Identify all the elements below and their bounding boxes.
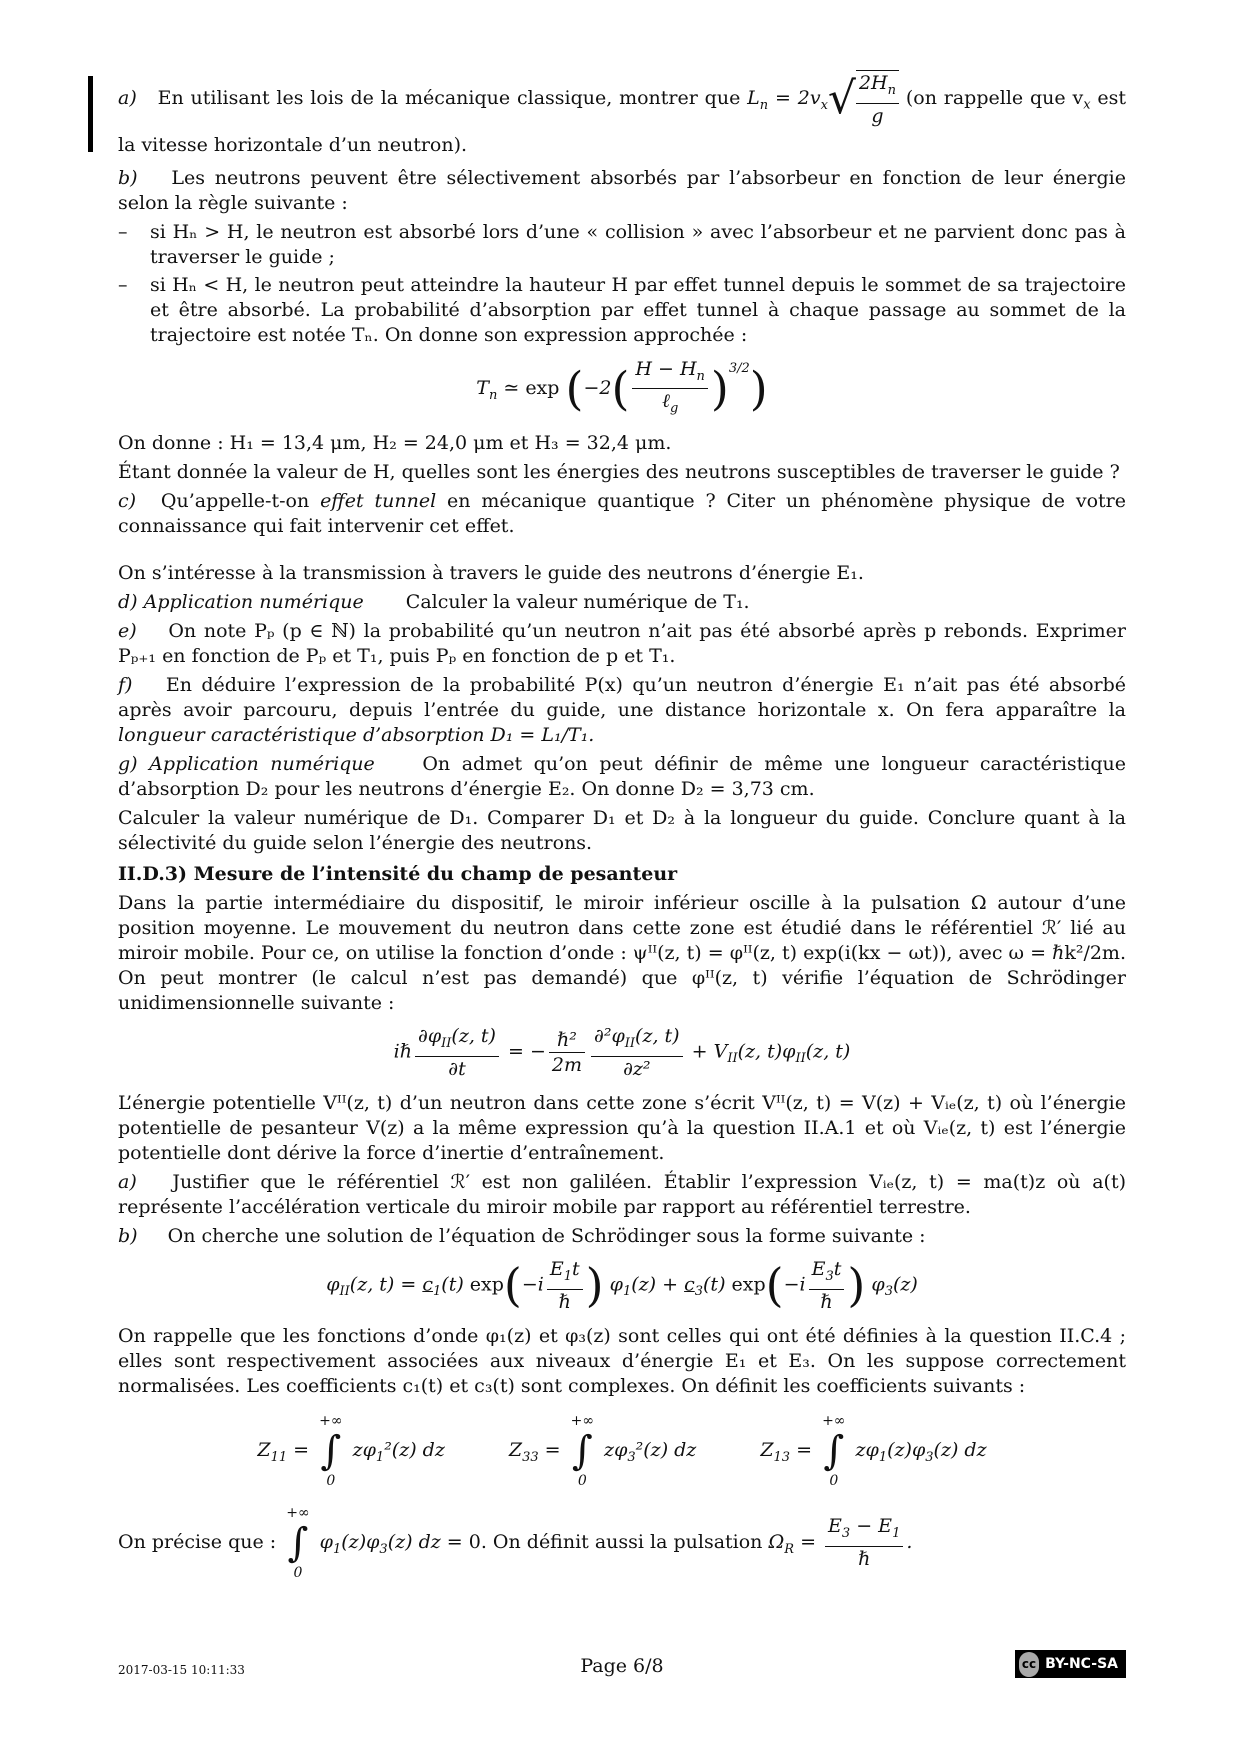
license-badge: cc BY-NC-SA [1015, 1650, 1126, 1678]
intro-E1: On s’intéresse à la transmission à travers le guide des neutrons d’énergie E₁. [118, 562, 864, 585]
list-item: – si Hₙ < H, le neutron peut atteindre la hauteur H par effet tunnel depuis le sommet de sa trajectoire et être absorbé. La probabilité d’absorption par effet tunnel à chaque passage au sommet de la trajectoire est notée Tₙ. On donne son expression approchée : [118, 273, 1126, 346]
list-item: – si Hₙ > H, le neutron est absorbé lors d’une « collision » avec l’absorbeur et ne parvient donc pas à traverser le guide ; [118, 220, 1126, 268]
question-g-continued: Calculer la valeur numérique de D₁. Comparer D₁ et D₂ à la longueur du guide. Conclure quant à la sélectivité du guide selon l’énergie des neutrons. [118, 807, 1126, 855]
page-content [118, 70, 1126, 1585]
formula-Ln: $L_n = 2v_x√$ $\frac{2H_n}{g}$ [747, 87, 899, 109]
question-g: g) Application numérique On admet qu’on peut définir de même une longueur caractéristique d’absorption D₂ pour les neutrons d’énergie E₂. On donne D₂ = 3,73 cm. [118, 753, 1126, 801]
equation-solution: $\varphi_{II}(z$, $t) = c_1(t)$ exp(−i $\frac{E_1t}{\text{ℏ}}$ ) $\varphi_1(z) + c_3(t)$ exp(−i $\frac{E_3t}{\text{ℏ}}$ ) $\varphi_3(z)$ [326, 1257, 918, 1313]
footer [118, 1650, 1126, 1678]
equation-schrodinger: iℏ $\frac{\partial\varphi_{II}(z, t)}{\partial t}$ = − $\frac{\text{ℏ²}}{2m}$ $\frac{\partial^2\varphi_{II}(z, t)}{\text{∂z²}}$ + $V_{II}(z$, $t)\varphi_{II}(z$, t) [393, 1025, 851, 1080]
question-f: f) En déduire l’expression de la probabilité P(x) qu’un neutron d’énergie E₁ n’ait pas été absorbé après avoir parcouru, depuis l’entrée du guide, une distance horizontale x. On fera apparaître la longueur caractéristique d’absorption D₁ = L₁/T₁. [118, 674, 1126, 747]
section-paragraph-1: Dans la partie intermédiaire du dispositif, le miroir inférieur oscille à la pulsation Ω autour d’une position moyenne. Le mouvement du neutron dans cette zone est étudié dans le référentiel ℛ′ lié au miroir mobile. Pour ce, on utilise la fonction d’onde : ψᴵᴵ(z, t) = φᴵᴵ(z, t) exp(i(kx − ωt)), avec ω = ℏk²/2m. On peut montrer (le calcul n’est pas demandé) que φᴵᴵ(z, t) vérifie l’équation de Schrödinger unidimensionnelle suivante : [118, 892, 1126, 1015]
section-paragraph-3: On rappelle que les fonctions d’onde φ₁(z) et φ₃(z) sont celles qui ont été définies à la question II.C.4 ; elles sont respectivement associées aux niveaux d’énergie E₁ et E₃. On les suppose correctement normalisées. Les coefficients c₁(t) et c₃(t) sont complexes. On définit les coefficients suivants : [118, 1324, 1126, 1397]
section-question-b: b) On cherche une solution de l’équation de Schrödinger sous la forme suivante : [118, 1224, 926, 1247]
section-question-a: a) Justifier que le référentiel ℛ′ est non galiléen. Établir l’expression Vᵢₑ(z, t) = ma(t)z où a(t) représente l’accélération verticale du miroir mobile par rapport au référentiel terrestre. [118, 1170, 1126, 1218]
Z33: $Z_{33}$ = +∞ ∫ 0 $z\varphi_3^2(z)$ dz [508, 1412, 697, 1489]
cc-icon: cc [1019, 1652, 1039, 1677]
question-d: d) Application numérique Calculer la valeur numérique de T₁. [118, 591, 750, 614]
question-H: Étant donnée la valeur de H, quelles sont les énergies des neutrons susceptibles de traverser le guide ? [118, 461, 1120, 484]
Z11: $Z_{11}$ = +∞ ∫ 0 $z\varphi_1^2(z)$ dz [257, 1412, 445, 1489]
final-line: On précise que : +∞ ∫ 0 $\varphi_1(z)\varphi_3(z)$ dz = 0. On définit aussi la pulsation $\Omega_R$ = $\frac{E_3 - E_1}{\text{ℏ}}$ . [118, 1504, 913, 1581]
coefficient-integrals [118, 1413, 1126, 1489]
given-values: On donne : H₁ = 13,4 μm, H₂ = 24,0 μm et H₃ = 32,4 μm. [118, 432, 672, 455]
Z13: $Z_{13}$ = +∞ ∫ 0 $z\varphi_1(z)\varphi_3(z)$ dz [760, 1412, 987, 1489]
question-b: b) Les neutrons peuvent être sélectivement absorbés par l’absorbeur en fonction de leur énergie selon la règle suivante : [118, 166, 1126, 214]
equation-Tn: $T_n$ ≃ exp (−2( $\frac{H - H_n}{\ell_g}$ )$^{3/2}$) [476, 357, 768, 417]
section-title: II.D.3) Mesure de l’intensité du champ de pesanteur [118, 863, 678, 886]
question-a: a) En utilisant les lois de la mécanique classique, montrer que $L_n = 2v_x√$ $\frac{2H_n}{g}$ (on rappelle que $v_x$ est la vitesse horizontale d’un neutron). [118, 72, 1127, 156]
question-c: c) Qu’appelle-t-on effet tunnel en mécanique quantique ? Citer un phénomène physique de votre connaissance qui fait intervenir cet effet. [118, 490, 1126, 538]
question-e: e) On note Pₚ (p ∈ ℕ) la probabilité qu’un neutron n’ait pas été absorbé après p rebonds. Exprimer Pₚ₊₁ en fonction de Pₚ et T₁, puis Pₚ en fonction de p et T₁. [118, 620, 1126, 668]
page-number: Page 6/8 [580, 1655, 664, 1677]
section-paragraph-2: L’énergie potentielle Vᴵᴵ(z, t) d’un neutron dans cette zone s’écrit Vᴵᴵ(z, t) = V(z) + Vᵢₑ(z, t) où l’énergie potentielle de pesanteur V(z) a la même expression qu’à la question II.A.1 et où Vᵢₑ(z, t) est l’énergie potentielle dont dérive la force d’inertie d’entraînement. [118, 1091, 1126, 1164]
change-bar [88, 76, 93, 152]
footer-date: 2017-03-15 10:11:33 [118, 1663, 245, 1677]
